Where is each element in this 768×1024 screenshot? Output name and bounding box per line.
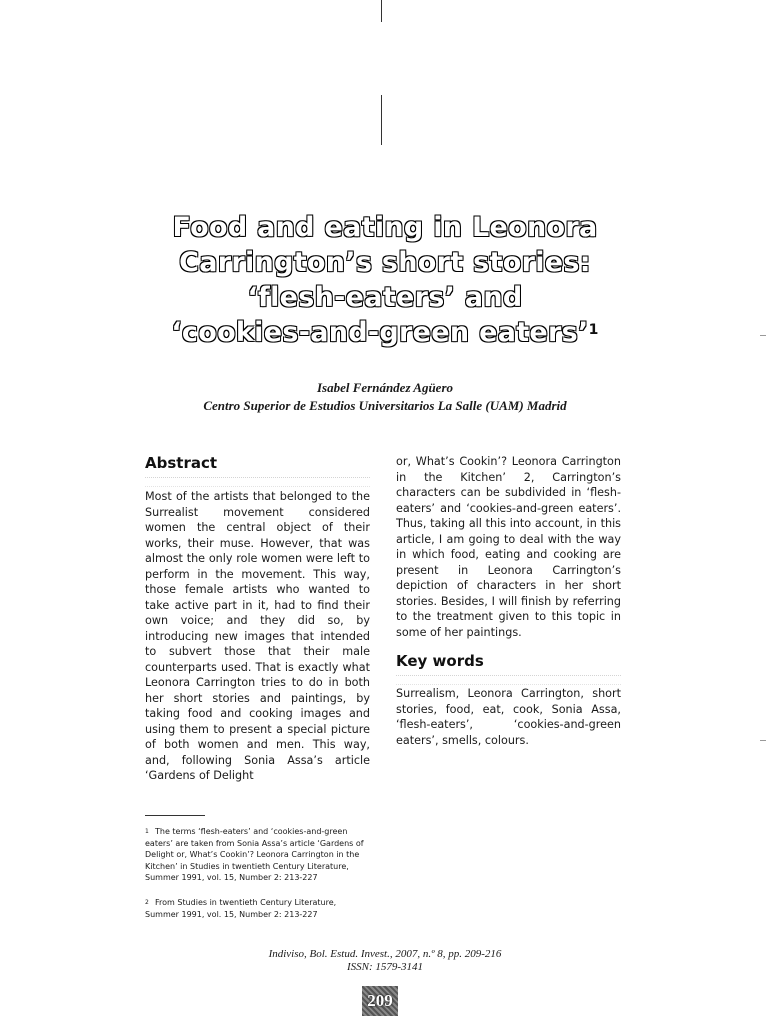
footnote-ref-1[interactable]: 1 — [588, 322, 599, 338]
article-title — [150, 210, 620, 350]
abstract-text-continued: or, What’s Cookin’? Leonora Carrington in the Kitchen’ 2, Carrington’s characters can be subdivided in ‘flesh-eaters’ and ‘cookies-and-green eaters’. Thus, taking all this into account, in this article, I am going to deal with the way in which food, eating and cooking are present in Leonora Carrington’s depiction of characters in her short stories. Besides, I will finish by referring to the treatment given to this topic in some of her paintings. — [396, 455, 621, 639]
gutter-line-top — [381, 0, 382, 22]
title-line-3: ‘flesh-eaters’ and — [247, 282, 523, 313]
abstract-text: Most of the artists that belonged to the Surrealist movement considered women the central object of their works, their muse. However, that was almost the only role women were left to perform in the movement. This way, those female artists who wanted to take active part in it, had to find their own voice; and they did so, by introducing new images that intended to subvert those that their male counterparts used. That is exactly what Leonora Carrington tries to do in both her short stories and paintings, by taking food and cooking images and using them to present a special picture of both women and men. This way, and, following Sonia Assa’s article ‘Gardens of Delight — [145, 490, 370, 782]
footnote-2 — [145, 897, 370, 920]
keywords-text: Surrealism, Leonora Carrington, short stories, food, eat, cook, Sonia Assa, ‘flesh-eaters’, ‘cookies-and-green eaters’, smells, colours. — [396, 687, 621, 747]
title-line-2: Carrington’s short stories: — [179, 247, 591, 278]
gutter-line-mid — [381, 95, 382, 145]
footnote-rule — [145, 815, 205, 816]
footnote-1 — [145, 826, 370, 884]
edge-mark — [760, 740, 766, 741]
page-number: 209 — [362, 986, 398, 1016]
title-line-4-text: ‘cookies-and-green eaters’ — [171, 317, 589, 348]
abstract-heading: Abstract — [145, 454, 218, 472]
author-institution: Centro Superior de Estudios Universitarios La Salle (UAM) Madrid — [203, 398, 567, 413]
footnote-number: 2 — [145, 899, 149, 906]
heading-shadow — [396, 675, 621, 685]
journal-citation: Indiviso, Bol. Estud. Invest., 2007, n.º 8, pp. 209-216 — [268, 948, 502, 960]
journal-issn: ISSN: 1579-3141 — [346, 961, 424, 973]
heading-shadow — [145, 477, 370, 487]
footnote-text: The terms ‘flesh-eaters’ and ‘cookies-and-green eaters’ are taken from Sonia Assa’s article ‘Gardens of Delight or, What’s Cookin’? Leonora Carrington in the Kitchen’ in Studies in twentieth Century Literature, Summer 1991, vol. 15, Number 2: 213-227 — [145, 827, 364, 882]
title-line-4 — [150, 315, 620, 350]
footnote-text: From Studies in twentieth Century Literature, Summer 1991, vol. 15, Number 2: 213-227 — [145, 898, 337, 919]
keywords-heading: Key words — [396, 652, 484, 670]
title-line-1: Food and eating in Leonora — [172, 212, 598, 243]
author-name: Isabel Fernández Agüero — [316, 380, 454, 395]
footnote-number: 1 — [145, 828, 149, 835]
edge-mark — [760, 335, 766, 336]
